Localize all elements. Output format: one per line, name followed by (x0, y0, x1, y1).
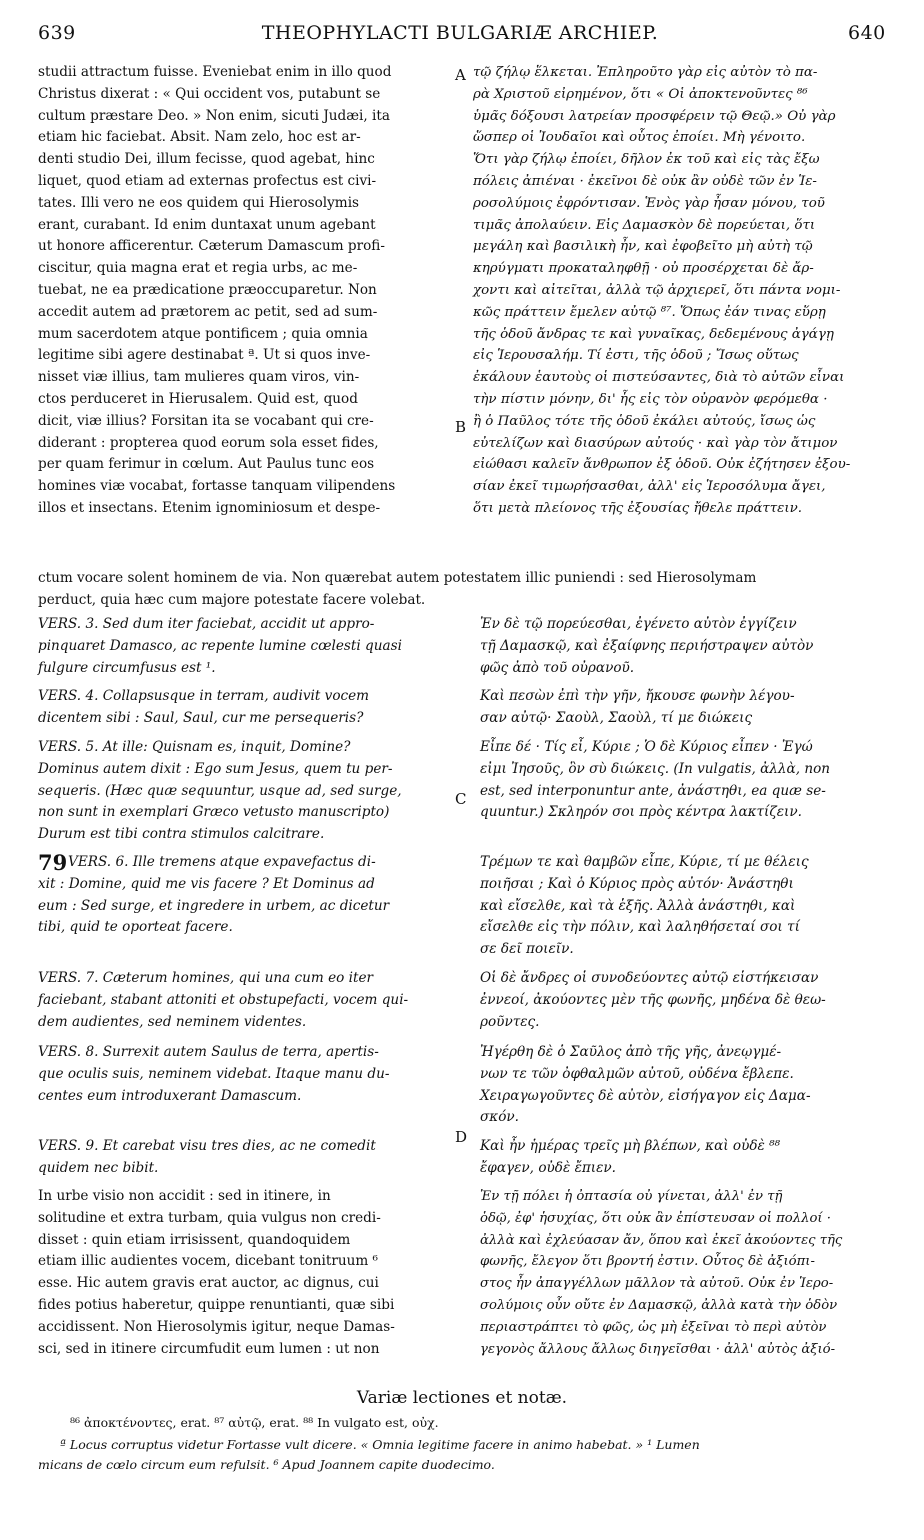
text-line: fides potius haberetur, quippe renuntianti, quæ sibi (38, 1296, 395, 1313)
verse-9-greek (480, 1136, 900, 1180)
text-line: etiam hic faciebat. Absit. Nam zelo, hoc est ar- (38, 129, 361, 146)
text-line: tuebat, ne ea prædicatione præoccuparetur. Non (38, 281, 377, 298)
text-line: μεγάλη καὶ βασιλικὴ ἦν, καὶ ἐφοβεῖτο μὴ αὐτὴ τῷ (473, 239, 813, 255)
verse-line: eum : Sed surge, et ingredere in urbem, ac dicetur (38, 897, 390, 914)
verse-line: centes eum introduxerant Damascum. (38, 1087, 302, 1104)
text-line: accidissent. Non Hierosolymis igitur, neque Damas- (38, 1318, 395, 1335)
verse-line: faciebant, stabant attoniti et obstupefacti, vocem qui- (38, 991, 409, 1008)
verse-5-latin (38, 737, 448, 846)
verse-line: καὶ εἴσελθε, καὶ τὰ ἑξῆς. Ἀλλὰ ἀνάστηθι, καὶ (480, 897, 796, 914)
text-line: χοντι καὶ αἰτεῖται, ἀλλὰ τῷ ἀρχιερεῖ, ὅτι πάντα νομι- (473, 282, 841, 298)
verse-line: VERS. 8. Surrexit autem Saulus de terra, apertis- (38, 1044, 379, 1060)
verse-line: Καὶ ἦν ἡμέρας τρεῖς μὴ βλέπων, καὶ οὐδὲ ⁸⁸ (480, 1138, 781, 1154)
notes-title: Variæ lectiones et notæ. (356, 1388, 568, 1408)
verse-line: ἐννεοί, ἀκούοντες μὲν τῆς φωνῆς, μηδένα δὲ θεω- (480, 991, 826, 1008)
verse-line: VERS. 5. At ille: Quisnam es, inquit, Domine? (38, 739, 351, 755)
verse-8-latin (38, 1042, 448, 1107)
verse-line: εἴσελθε εἰς τὴν πόλιν, καὶ λαληθήσεταί σοι τί (480, 919, 800, 936)
text-line: τὴν πίστιν μόνην, δι' ἧς εἰς τὸν οὐρανὸν φερόμεθα · (473, 391, 828, 407)
text-line: κῶς πράττειν ἔμελεν αὐτῷ ⁸⁷. Ὅπως ἐάν τινας εὕρῃ (473, 304, 826, 320)
page-number-right: 640 (848, 22, 886, 44)
verse-3-greek (480, 614, 900, 679)
verse-line: Ἐν δὲ τῷ πορεύεσθαι, ἐγένετο αὐτὸν ἐγγίζειν (480, 616, 797, 632)
text-line: Ἐν τῇ πόλει ἡ ὀπτασία οὐ γίνεται, ἀλλ' ἐν τῇ (480, 1189, 783, 1204)
text-line: τῆς ὁδοῦ ἄνδρας τε καὶ γυναῖκας, δεδεμένους ἀγάγῃ (473, 326, 834, 342)
text-line: erant, curabant. Id enim duntaxat unum agebant (38, 216, 376, 233)
latin-commentary-bottom (38, 1186, 448, 1360)
verse-line: τῇ Δαμασκῷ, καὶ ἐξαίφνης περιήστραψεν αὐτὸν (480, 637, 814, 654)
text-line: Christus dixerat : « Qui occident vos, putabunt se (38, 85, 381, 102)
verse-line: Durum est tibi contra stimulos calcitrare. (38, 826, 325, 843)
verse-6-greek (480, 852, 900, 961)
text-line: Ὅτι γὰρ ζήλῳ ἐποίει, δῆλον ἐκ τοῦ καὶ εἰς τὰς ἔξω (473, 152, 820, 168)
text-line: πόλεις ἀπιέναι · ἐκεῖνοι δὲ οὐκ ἂν οὐδὲ τῶν ἐν Ἱε- (473, 173, 817, 189)
verse-line: VERS. 9. Et carebat visu tres dies, ac ne comedit (38, 1138, 376, 1154)
note-line-3: micans de cœlo circum eum refulsit. ⁶ Apud Joannem capite duodecimo. (38, 1457, 495, 1472)
text-line: In urbe visio non accidit : sed in itinere, in (38, 1188, 331, 1204)
text-line: per quam ferimur in cœlum. Aut Paulus tunc eos (38, 456, 375, 473)
text-line: solitudine et extra turbam, quia vulgus non credi- (38, 1209, 381, 1226)
margin-marker-a: A (455, 66, 466, 84)
text-line: cultum præstare Deo. » Non enim, sicuti Judæi, ita (38, 107, 390, 124)
verse-line: σκόν. (480, 1109, 519, 1126)
text-line: ὥσπερ οἱ Ἰουδαῖοι καὶ οὗτος ἐποίει. Μὴ γένοιτο. (473, 130, 806, 146)
text-line: τῷ ζήλῳ ἕλκεται. Ἐπληροῦτο γὰρ εἰς αὐτὸν τὸ πα- (473, 65, 818, 80)
text-line: ρὰ Χριστοῦ εἰρημένον, ὅτι « Οἱ ἀποκτενοῦντες ⁸⁶ (473, 86, 808, 102)
verse-line: ροῦντες. (480, 1013, 540, 1030)
text-line: εἰώθασι καλεῖν ἄνθρωπον ἐξ ὁδοῦ. Οὐκ ἐζήτησεν ἐξου- (473, 457, 851, 473)
verse-line: xit : Domine, quid me vis facere ? Et Dominus ad (38, 875, 375, 892)
verse-line: VERS. 3. Sed dum iter faciebat, accidit ut appro- (38, 616, 375, 632)
text-line: etiam illic audientes vocem, dicebant tonitruum ⁶ (38, 1253, 378, 1270)
verse-line: Καὶ πεσὼν ἐπὶ τὴν γῆν, ἤκουσε φωνὴν λέγου- (480, 688, 795, 704)
verse-line: Ἠγέρθη δὲ ὁ Σαῦλος ἀπὸ τῆς γῆς, ἀνεῳγμέ- (480, 1044, 782, 1060)
verse-line: pinquaret Damasco, ac repente lumine cœlesti quasi (38, 637, 402, 654)
verse-line: ποιῆσαι ; Καὶ ὁ Κύριος πρὸς αὐτόν· Ἀνάστηθι (480, 875, 794, 892)
greek-commentary-top (473, 62, 901, 520)
verse-line: VERS. 4. Collapsusque in terram, audivit vocem (38, 688, 370, 704)
latin-commentary-top (38, 62, 448, 520)
verse-line: dicentem sibi : Saul, Saul, cur me persequeris? (38, 709, 364, 726)
verse-line: VERS. 6. Ille tremens atque expavefactus di- (68, 854, 376, 870)
text-line: περιαστράπτει τὸ φῶς, ὡς μὴ ἐξεῖναι τὸ περὶ αὐτὸν (480, 1319, 827, 1335)
latin-commentary-wide (38, 568, 898, 612)
text-line: εὐτελίζων καὶ διασύρων αὐτούς · καὶ γὰρ τὸν ἄτιμον (473, 435, 838, 451)
verse-line: Εἶπε δέ · Τίς εἶ, Κύριε ; Ὁ δὲ Κύριος εἶπεν · Ἐγώ (480, 739, 813, 755)
text-line: mum sacerdotem atque pontificem ; quia omnia (38, 325, 368, 342)
verse-line: fulgure circumfusus est ¹. (38, 659, 216, 676)
verse-line: Οἱ δὲ ἄνδρες οἱ συνοδεύοντες αὐτῷ εἱστήκεισαν (480, 970, 819, 986)
text-line: ciscitur, quia magna erat et regia urbs, ac me- (38, 260, 358, 277)
verse-line: quuntur.) Σκληρόν σοι πρὸς κέντρα λακτίζειν. (480, 804, 802, 821)
note-line-2: ª Locus corruptus videtur Fortasse vult dicere. « Omnia legitime facere in animo habebat. » ¹ Lumen (60, 1437, 700, 1452)
text-line: dicit, viæ illius? Forsitan ita se vocabant qui cre- (38, 412, 374, 429)
text-line: στος ἦν ἀπαγγέλλων μᾶλλον τὰ αὐτοῦ. Οὐκ ἐν Ἱερο- (480, 1276, 834, 1292)
text-line: γεγονὸς ἄλλους ἄλλως διηγεῖσθαι · ἀλλ' αὐτὸς ἀξιό- (480, 1341, 836, 1357)
text-line: accedit autem ad prætorem ac petit, sed ad sum- (38, 303, 378, 320)
page-number-left: 639 (38, 22, 76, 44)
running-title: THEOPHYLACTI BULGARIÆ ARCHIEP. (261, 22, 659, 44)
verse-line: que oculis suis, neminem videbat. Itaque manu du- (38, 1065, 390, 1082)
text-line: sci, sed in itinere circumfudit eum lumen : ut non (38, 1340, 380, 1357)
text-line: homines viæ vocabat, fortasse tanquam vilipendens (38, 478, 396, 495)
text-line: σολύμοις οὖν οὔτε ἐν Δαμασκῷ, ἀλλὰ κατὰ τὴν ὁδὸν (480, 1297, 838, 1313)
text-line: ἢ ὁ Παῦλος τότε τῆς ὁδοῦ ἐκάλει αὐτούς, ἴσως ὡς (473, 413, 816, 429)
text-line: illos et insectans. Etenim ignominiosum et despe- (38, 499, 381, 516)
verse-line: σαν αὐτῷ· Σαοὺλ, Σαοὺλ, τί με διώκεις (480, 709, 753, 726)
verse-3-latin (38, 614, 448, 679)
text-line: perduct, quia hæc cum majore potestate facere volebat. (38, 591, 426, 608)
verse-line: νων τε τῶν ὀφθαλμῶν αὐτοῦ, οὐδένα ἔβλεπε. (480, 1065, 794, 1082)
margin-marker-c: C (455, 790, 467, 808)
margin-marker-d: D (455, 1128, 468, 1146)
text-line: ut honore afficerentur. Cæterum Damascum profi- (38, 238, 385, 255)
verse-line: tibi, quid te oporteat facere. (38, 919, 233, 936)
verse-line: σε δεῖ ποιεῖν. (480, 941, 574, 958)
column-number-79: 79 (38, 850, 68, 875)
verse-line: VERS. 7. Cæterum homines, qui una cum eo iter (38, 970, 374, 986)
margin-marker-b: B (455, 418, 467, 436)
text-line: studii attractum fuisse. Eveniebat enim in illo quod (38, 64, 392, 80)
text-line: κηρύγματι προκαταληφθῇ · οὐ προσέρχεται δὲ ἄρ- (473, 261, 814, 277)
text-line: liquet, quod etiam ad externas profectus est civi- (38, 172, 377, 189)
verse-8-greek (480, 1042, 900, 1129)
verse-5-greek (480, 737, 900, 824)
verse-line: Dominus autem dixit : Ego sum Jesus, quem tu per- (38, 760, 393, 777)
text-line: ὅτι μετὰ πλείονος τῆς ἐξουσίας ἤθελε πράττειν. (473, 500, 803, 516)
text-line: φωνῆς, ἔλεγον ὅτι βροντή ἐστιν. Οὗτος δὲ ἀξιόπι- (480, 1254, 815, 1270)
text-line: nisset viæ illius, tam mulieres quam viros, vin- (38, 369, 360, 386)
verse-line: dem audientes, sed neminem videntes. (38, 1013, 307, 1030)
text-line: esse. Hic autem gravis erat auctor, ac dignus, cui (38, 1275, 379, 1292)
text-line: ἐκάλουν ἑαυτοὺς οἱ πιστεύσαντες, διὰ τὸ αὐτῶν εἶναι (473, 370, 845, 386)
text-line: tates. Illi vero ne eos quidem qui Hierosolymis (38, 194, 360, 211)
verse-line: sequeris. (Hæc quæ sequuntur, usque ad, sed surge, (38, 782, 402, 799)
verse-4-latin (38, 686, 448, 730)
verse-7-greek (480, 968, 900, 1033)
text-line: legitime sibi agere destinabat ª. Ut si quos inve- (38, 347, 371, 364)
text-line: diderant : propterea quod eorum sola esset fides, (38, 434, 379, 451)
verse-line: Χειραγωγοῦντες δὲ αὐτὸν, εἰσήγαγον εἰς Δαμα- (480, 1087, 811, 1104)
note-line-1: ⁸⁶ ἀποκτένοντες, erat. ⁸⁷ αὐτῷ, erat. ⁸⁸ In vulgato est, οὐχ. (70, 1415, 439, 1430)
verse-line: Τρέμων τε καὶ θαμβῶν εἶπε, Κύριε, τί με θέλεις (480, 854, 809, 870)
verse-line: εἰμι Ἰησοῦς, ὃν σὺ διώκεις. (In vulgatis, ἀλλὰ, non (480, 760, 831, 777)
text-line: disset : quin etiam irrisissent, quandoquidem (38, 1231, 351, 1248)
verse-6-latin (38, 852, 448, 939)
verse-line: ἔφαγεν, οὐδὲ ἔπιεν. (480, 1159, 617, 1176)
verse-4-greek (480, 686, 900, 730)
text-line: ctos perduceret in Hierusalem. Quid est, quod (38, 390, 358, 407)
text-line: denti studio Dei, illum fecisse, quod agebat, hinc (38, 151, 375, 168)
verse-7-latin (38, 968, 448, 1033)
text-line: ὁδῷ, ἐφ' ἡσυχίας, ὅτι οὐκ ἂν ἐπίστευσαν οἱ πολλοί · (480, 1210, 831, 1226)
verse-line: φῶς ἀπὸ τοῦ οὐρανοῦ. (480, 659, 635, 676)
verse-line: non sunt in exemplari Græco vetusto manuscripto) (38, 804, 390, 821)
text-line: ctum vocare solent hominem de via. Non quærebat autem potestatem illic puniendi : sed Hierosolymam (38, 570, 757, 586)
verse-line: quidem nec bibit. (38, 1159, 159, 1176)
text-line: ροσολύμοις ἐφρόντισαν. Ἑνὸς γὰρ ἦσαν μόνου, τοῦ (473, 195, 825, 211)
text-line: ἀλλὰ καὶ ἐχλεύασαν ἄν, ὅπου καὶ ἐκεῖ ἀκούοντες τῆς (480, 1232, 843, 1248)
greek-commentary-bottom (480, 1186, 900, 1360)
text-line: σίαν ἐκεῖ τιμωρήσασθαι, ἀλλ' εἰς Ἱεροσόλυμα ἄγει, (473, 479, 826, 495)
verse-line: est, sed interponuntur ante, ἀνάστηθι, ea quæ se- (480, 782, 826, 799)
text-line: εἰς Ἱερουσαλήμ. Τί ἐστι, τῆς ὁδοῦ ; Ἴσως οὕτως (473, 348, 799, 364)
text-line: ὑμᾶς δόξουσι λατρείαν προσφέρειν τῷ Θεῷ.» Οὐ γὰρ (473, 108, 836, 124)
verse-9-latin (38, 1136, 448, 1180)
text-line: τιμᾶς ἀπολαύειν. Εἰς Δαμασκὸν δὲ πορεύεται, ὅτι (473, 217, 816, 233)
